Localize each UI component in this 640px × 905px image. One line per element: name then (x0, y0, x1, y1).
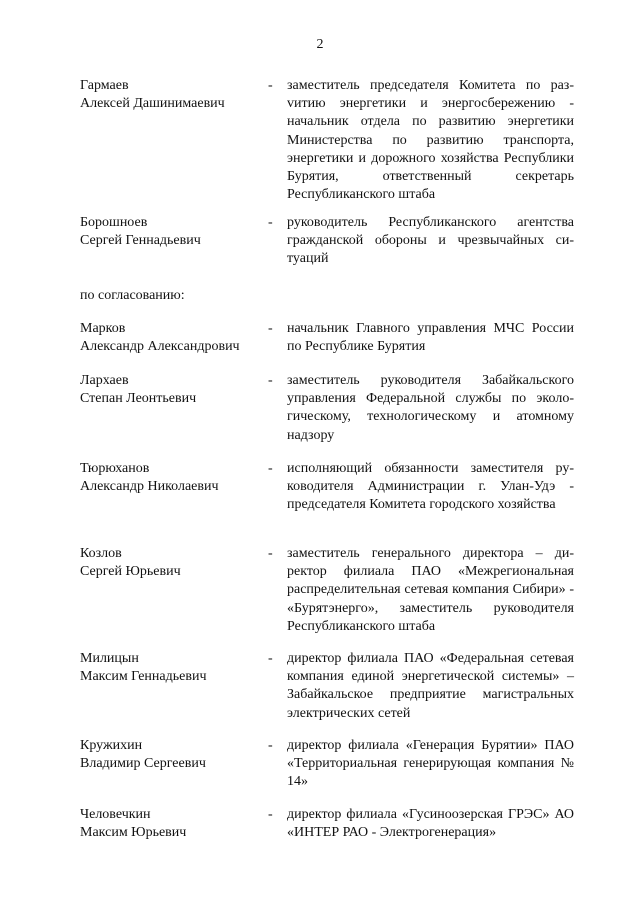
given-name: Сергей Геннадьевич (80, 233, 201, 249)
surname: Марков (80, 321, 126, 336)
surname: Человечкин (80, 807, 151, 822)
given-name: Максим Юрьевич (80, 825, 187, 841)
person-name (80, 545, 268, 581)
role-description: директор филиала «Генерация Бурятии» ПАО «Территориальная генерирующая компания № 14» (287, 738, 574, 790)
surname: Лархаев (80, 373, 129, 388)
person-name (80, 372, 268, 408)
dash-separator: - (268, 738, 273, 753)
role-description: исполняющий обязанности заместителя руководителя Администрации г. Улан-Удэ - председателя Комитета городского хозяйства (287, 461, 574, 513)
dash-separator: - (268, 373, 273, 388)
dash-separator: - (268, 321, 273, 336)
surname: Гармаев (80, 78, 129, 93)
person-name (80, 460, 268, 496)
person-name (80, 650, 268, 686)
role-description: руководитель Республиканского агентства гражданской обороны и чрезвычайных ситуаций (287, 215, 574, 267)
role-description: заместитель председателя Комитета по разvитию энергетики и энергосбережению - начальник отдела по развитию энергетики Министерства по развитию транспорта, энергетики и дорожного хозяйства Республики Бурятия, ответственный секретарь Республиканского штаба (287, 78, 574, 203)
person-name (80, 214, 268, 250)
given-name: Александр Николаевич (80, 479, 219, 495)
given-name: Алексей Дашинимаевич (80, 96, 225, 112)
page-number: 2 (316, 37, 324, 52)
given-name: Владимир Сергеевич (80, 756, 206, 772)
role-description: начальник Главного управления МЧС России по Республике Бурятия (287, 321, 574, 355)
surname: Кружихин (80, 738, 143, 753)
surname: Козлов (80, 546, 122, 561)
given-name: Степан Леонтьевич (80, 391, 197, 407)
surname: Борошноев (80, 215, 148, 230)
person-name (80, 737, 268, 773)
surname: Тюрюханов (80, 461, 150, 476)
dash-separator: - (268, 651, 273, 666)
dash-separator: - (268, 78, 273, 93)
given-name: Максим Геннадьевич (80, 669, 207, 685)
dash-separator: - (268, 215, 273, 230)
role-description: директор филиала «Гусиноозерская ГРЭС» АО «ИНТЕР РАО - Электрогенерация» (287, 807, 574, 841)
given-name: Александр Александрович (80, 339, 240, 355)
surname: Милицын (80, 651, 139, 666)
dash-separator: - (268, 461, 273, 476)
dash-separator: - (268, 546, 273, 561)
given-name: Сергей Юрьевич (80, 564, 181, 580)
role-description: заместитель руководителя Забайкальского управления Федеральной службы по экологическому, технологическому и атомному надзору (287, 373, 574, 443)
role-description: заместитель генерального директора – директор филиала ПАО «Межрегиональная распределительная сетевая компания Сибири» - «Бурятэнерго», заместитель руководителя Республиканского штаба (287, 546, 574, 634)
dash-separator: - (268, 807, 273, 822)
person-name (80, 320, 268, 356)
person-name (80, 806, 268, 842)
section-label-agreement: по согласованию: (80, 288, 185, 303)
role-description: директор филиала ПАО «Федеральная сетевая компания единой энергетической системы» – Забайкальское предприятие магистральных электрических сетей (287, 651, 574, 721)
person-name (80, 77, 268, 113)
